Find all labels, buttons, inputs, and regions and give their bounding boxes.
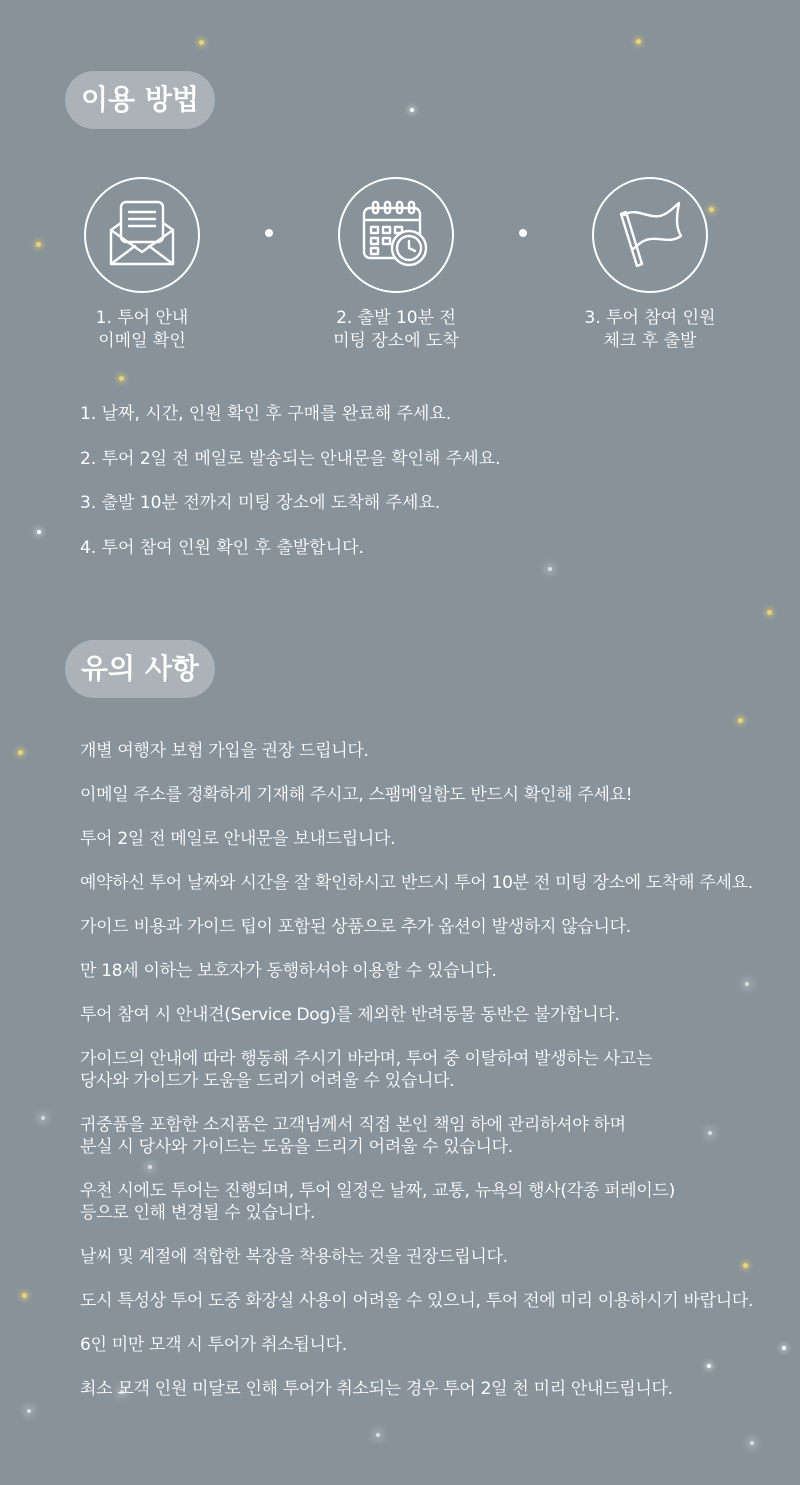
step-separator-dot <box>519 229 527 237</box>
notes-list <box>80 740 795 1422</box>
usage-list <box>80 402 780 580</box>
sparkle <box>636 39 641 44</box>
list-item: 3. 출발 10분 전까지 미팅 장소에 도착해 주세요. <box>80 493 441 513</box>
step-icon-circle <box>592 177 708 293</box>
list-item: 1. 날짜, 시간, 인원 확인 후 구매를 완료해 주세요. <box>80 404 452 424</box>
flag-icon <box>615 200 685 270</box>
usage-steps <box>0 177 800 367</box>
list-item: 개별 여행자 보험 가입을 권장 드립니다. <box>80 741 369 761</box>
list-item: 가이드 비용과 가이드 팁이 포함된 상품으로 추가 옵션이 발생하지 않습니다. <box>80 917 631 937</box>
sparkle <box>767 610 772 615</box>
sparkle <box>27 1409 31 1413</box>
list-item: 투어 2일 전 메일로 안내문을 보내드립니다. <box>80 829 396 849</box>
sparkle <box>18 750 23 755</box>
sparkle <box>750 1441 754 1445</box>
step-email <box>32 177 252 353</box>
step-label: 1. 투어 안내 이메일 확인 <box>95 308 189 351</box>
list-item: 우천 시에도 투어는 진행되며, 투어 일정은 날짜, 교통, 뉴욕의 행사(각종 퍼레이드) 등으로 인해 변경될 수 있습니다. <box>80 1181 675 1223</box>
list-item: 4. 투어 참여 인원 확인 후 출발합니다. <box>80 537 364 558</box>
sparkle <box>119 376 124 381</box>
sparkle <box>410 108 414 112</box>
step-separator-dot <box>265 229 273 237</box>
list-item: 가이드의 안내에 따라 행동해 주시기 바라며, 투어 중 이탈하여 발생하는 사고는 당사와 가이드가 도움을 드리기 어려울 수 있습니다. <box>80 1049 653 1091</box>
list-item: 이메일 주소를 정확하게 기재해 주시고, 스팸메일함도 반드시 확인해 주세요! <box>80 785 633 805</box>
sparkle <box>199 40 204 45</box>
calendar-clock-icon <box>361 200 431 270</box>
usage-section-title: 이용 방법 <box>65 71 215 129</box>
sparkle <box>37 530 41 534</box>
sparkle <box>22 1293 27 1298</box>
step-icon-circle <box>84 177 200 293</box>
sparkle <box>376 1433 380 1437</box>
list-item: 2. 투어 2일 전 메일로 발송되는 안내문을 확인해 주세요. <box>80 448 501 469</box>
step-icon-circle <box>338 177 454 293</box>
list-item: 도시 특성상 투어 도중 화장실 사용이 어려울 수 있으니, 투어 전에 미리 이용하시기 바랍니다. <box>80 1291 754 1311</box>
sparkle <box>738 718 743 723</box>
sparkle <box>41 1116 45 1120</box>
list-item: 최소 모객 인원 미달로 인해 투어가 취소되는 경우 투어 2일 천 미리 안내드립니다. <box>80 1379 673 1399</box>
list-item: 투어 참여 시 안내견(Service Dog)를 제외한 반려동물 동반은 불가합니다. <box>80 1005 620 1025</box>
envelope-icon <box>107 200 177 270</box>
list-item: 6인 미만 모객 시 투어가 취소됩니다. <box>80 1335 347 1355</box>
step-departure <box>540 177 760 353</box>
list-item: 귀중품을 포함한 소지품은 고객님께서 직접 본인 책임 하에 관리하셔야 하며 분실 시 당사와 가이드는 도움을 드리기 어려울 수 있습니다. <box>80 1115 626 1157</box>
list-item: 예약하신 투어 날짜와 시간을 잘 확인하시고 반드시 투어 10분 전 미팅 장소에 도착해 주세요. <box>80 873 753 893</box>
list-item: 날씨 및 계절에 적합한 복장을 착용하는 것을 권장드립니다. <box>80 1247 508 1267</box>
notes-section-title: 유의 사항 <box>65 640 215 698</box>
list-item: 만 18세 이하는 보호자가 동행하셔야 이용할 수 있습니다. <box>80 961 497 981</box>
step-label: 2. 출발 10분 전 미팅 장소에 도착 <box>333 308 459 351</box>
step-meeting <box>286 177 506 353</box>
step-label: 3. 투어 참여 인원 체크 후 출발 <box>584 308 716 351</box>
